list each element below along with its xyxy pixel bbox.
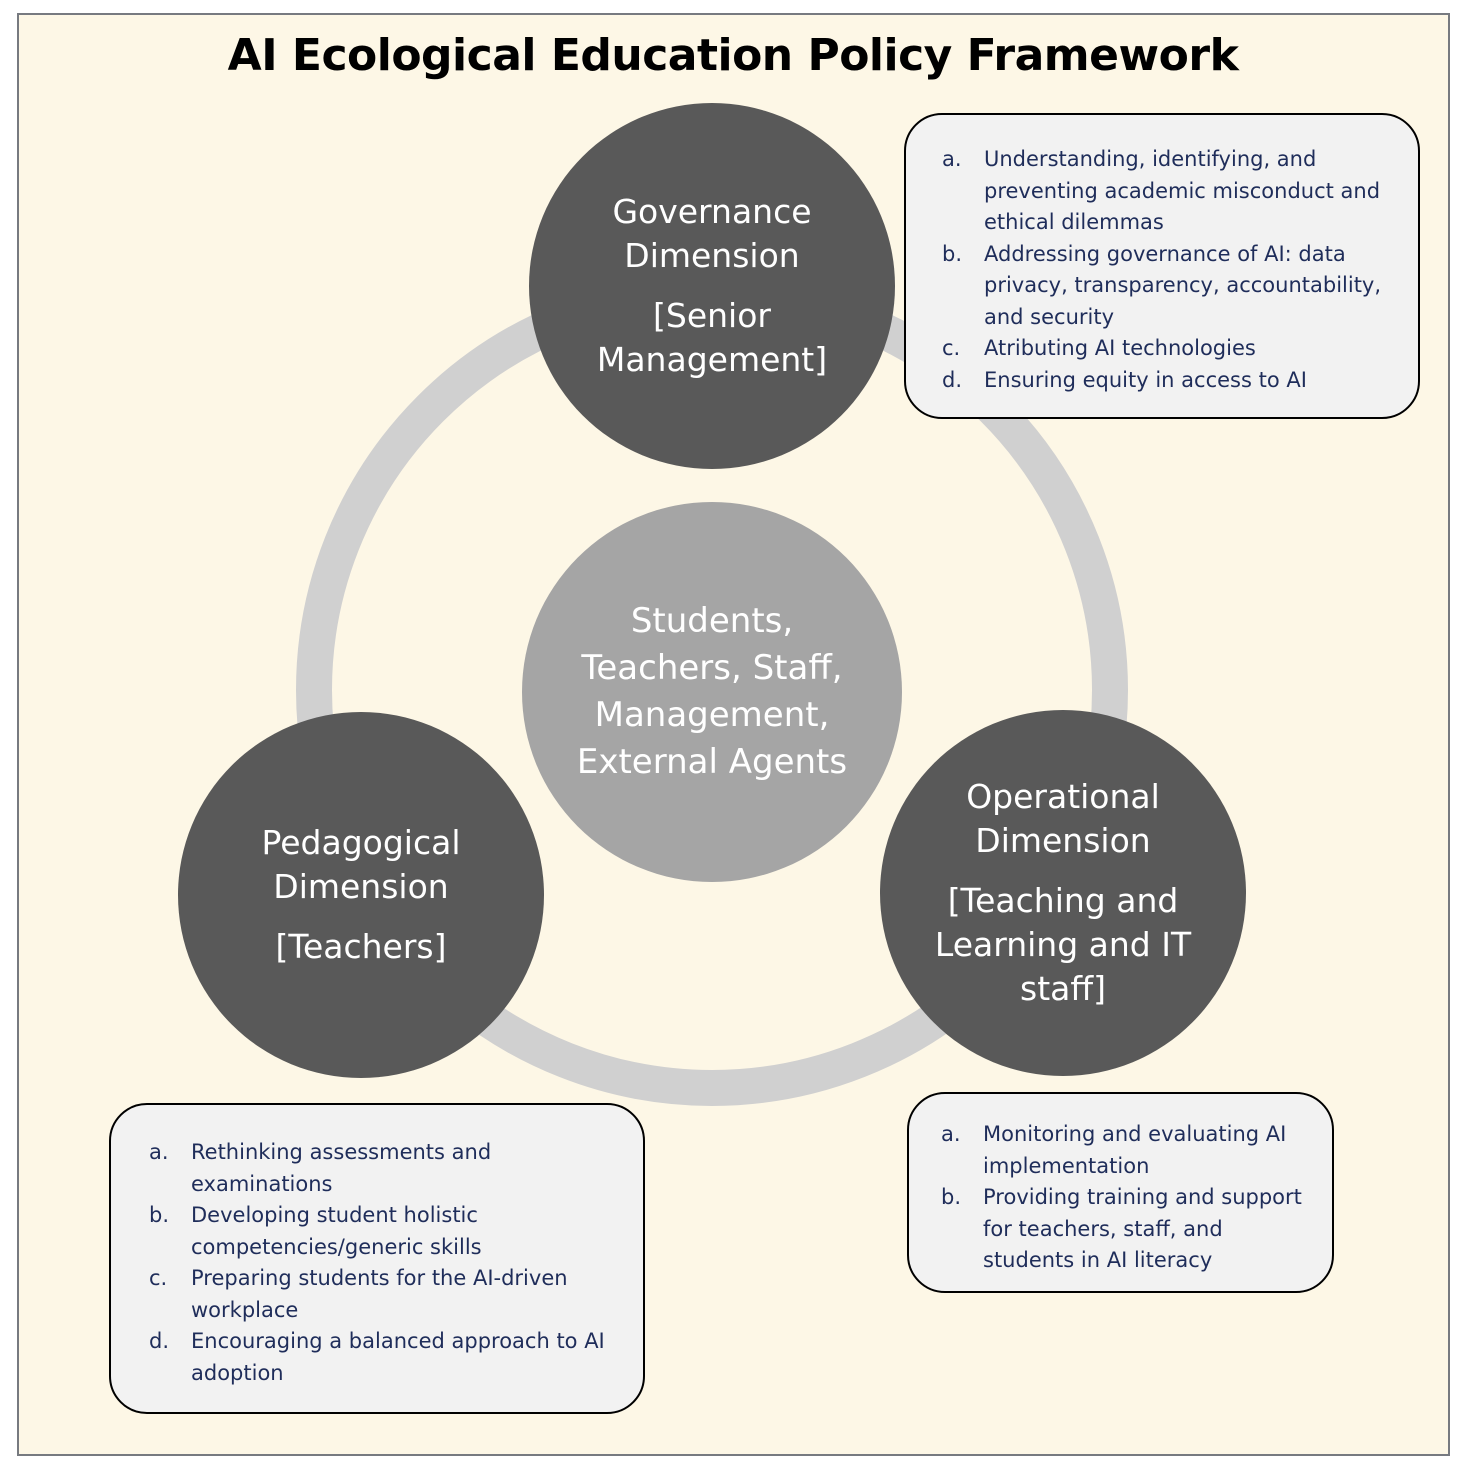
item-text: Encouraging a balanced approach to AI adoption xyxy=(191,1329,605,1385)
governance-items-box xyxy=(904,113,1420,419)
item-text: Monitoring and evaluating AI implementation xyxy=(983,1122,1287,1178)
item-text: Atributing AI technologies xyxy=(984,336,1256,360)
list-item xyxy=(149,1137,613,1200)
item-letter: a. xyxy=(149,1140,169,1164)
governance-dimension-circle xyxy=(529,103,895,469)
item-text: Addressing governance of AI: data privacy, transparency, accountability, and security xyxy=(984,241,1382,329)
stakeholders-text: Students, Teachers, Staff, Management, External Agents xyxy=(576,601,848,782)
pedagogical-items-box xyxy=(109,1103,645,1414)
pedagogical-dimension-circle xyxy=(178,712,544,1078)
item-text: Preparing students for the AI-driven workplace xyxy=(191,1266,568,1322)
operational-items-box xyxy=(907,1092,1334,1293)
list-item xyxy=(942,239,1388,334)
pedagogical-items-list xyxy=(149,1137,613,1389)
item-text: Ensuring equity in access to AI xyxy=(984,367,1307,392)
governance-dimension-role: [Senior Management] xyxy=(596,296,828,379)
item-text: Rethinking assessments and examinations xyxy=(191,1140,492,1196)
list-item xyxy=(149,1326,613,1389)
operational-dimension-circle xyxy=(880,710,1246,1076)
list-item xyxy=(941,1182,1308,1277)
list-item xyxy=(942,333,1388,365)
item-letter: a. xyxy=(942,147,962,171)
list-item xyxy=(942,365,1388,397)
diagram-title: AI Ecological Education Policy Framework xyxy=(227,30,1239,81)
item-letter: c. xyxy=(149,1266,168,1290)
operational-dimension-name: Operational Dimension xyxy=(966,777,1160,860)
item-letter: b. xyxy=(941,1185,962,1209)
item-letter: b. xyxy=(149,1203,170,1227)
item-text: Providing training and support for teachers, staff, and students in AI literacy xyxy=(983,1185,1302,1272)
operational-items-list xyxy=(941,1119,1308,1277)
list-item xyxy=(942,144,1388,239)
list-item xyxy=(149,1200,613,1263)
list-item xyxy=(941,1119,1308,1182)
item-letter: c. xyxy=(942,336,961,360)
item-letter: a. xyxy=(941,1122,961,1146)
item-letter: d. xyxy=(942,367,963,392)
pedagogical-dimension-role: [Teachers] xyxy=(275,927,447,966)
governance-dimension-name: Governance Dimension xyxy=(612,192,812,275)
pedagogical-dimension-name: Pedagogical Dimension xyxy=(261,823,461,906)
item-letter: b. xyxy=(942,241,963,266)
stakeholders-center-circle xyxy=(522,502,902,882)
item-text: Developing student holistic competencies/generic skills xyxy=(191,1203,482,1259)
list-item xyxy=(149,1263,613,1326)
item-text: Understanding, identifying, and preventing academic misconduct and ethical dilemmas xyxy=(984,147,1381,234)
governance-items-list xyxy=(942,144,1388,396)
operational-dimension-role: [Teaching and Learning and IT staff] xyxy=(934,881,1192,1008)
item-letter: d. xyxy=(149,1329,170,1353)
